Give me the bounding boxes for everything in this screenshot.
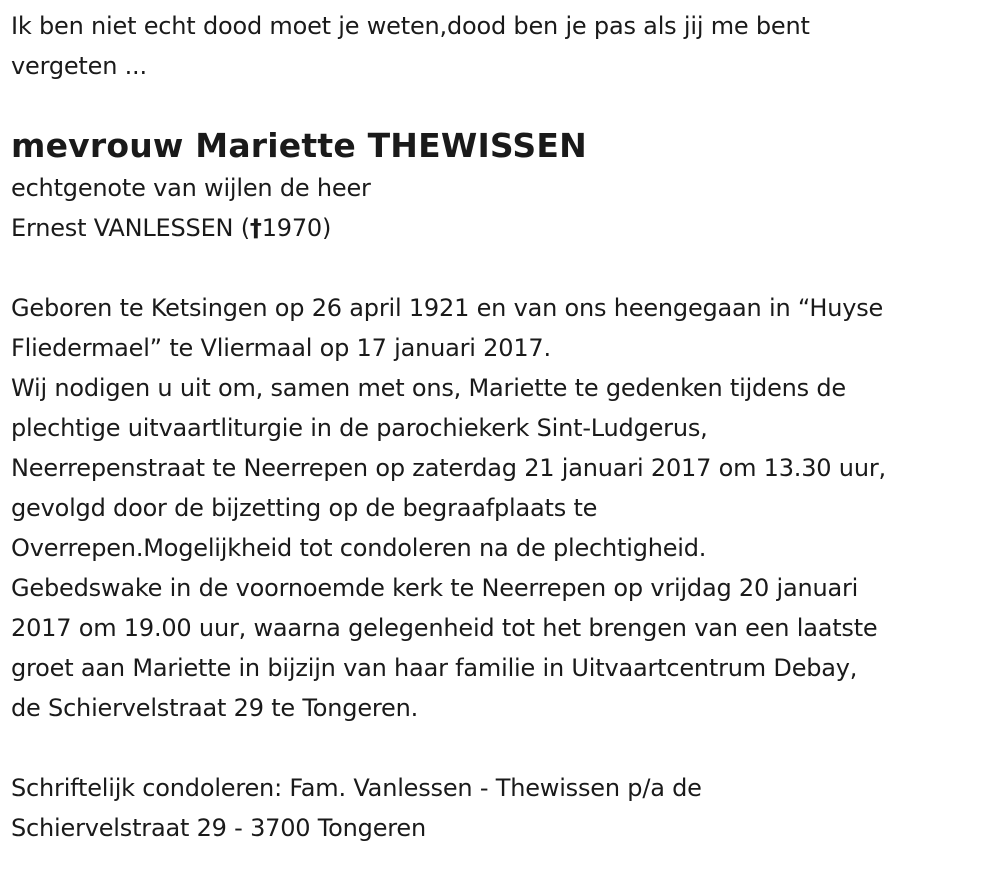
body-line: plechtige uitvaartliturgie in de parochiekerk Sint-Ludgerus,	[11, 414, 708, 442]
condolence-address	[11, 768, 996, 848]
body-line: Geboren te Ketsingen op 26 april 1921 en van ons heengegaan in “Huyse	[11, 294, 884, 322]
quote-line: vergeten ...	[11, 52, 147, 80]
condolence-line: Schiervelstraat 29 - 3700 Tongeren	[11, 814, 426, 842]
deceased-name: mevrouw Mariette THEWISSEN	[11, 126, 587, 165]
body-line: Neerrepenstraat te Neerrepen op zaterdag 21 januari 2017 om 13.30 uur,	[11, 454, 886, 482]
spouse-death-year: 1970)	[261, 214, 332, 242]
body-line: Gebedswake in de voornoemde kerk te Neerrepen op vrijdag 20 januari	[11, 574, 859, 602]
body-line: Fliedermael” te Vliermaal op 17 januari 2017.	[11, 334, 551, 362]
body-line: gevolgd door de bijzetting op de begraafplaats te	[11, 494, 598, 522]
spouse-info	[11, 168, 996, 248]
body-line: de Schiervelstraat 29 te Tongeren.	[11, 694, 419, 722]
body-line: groet aan Mariette in bijzijn van haar familie in Uitvaartcentrum Debay,	[11, 654, 858, 682]
quote-line: Ik ben niet echt dood moet je weten,dood ben je pas als jij me bent	[11, 12, 810, 40]
obituary-notice	[11, 0, 996, 848]
cross-icon: †	[249, 214, 262, 242]
spouse-line: echtgenote van wijlen de heer	[11, 174, 371, 202]
memorial-quote	[11, 6, 996, 86]
spouse-name: Ernest VANLESSEN (	[11, 214, 250, 242]
body-line: 2017 om 19.00 uur, waarna gelegenheid tot het brengen van een laatste	[11, 614, 878, 642]
obituary-body	[11, 288, 996, 728]
body-line: Wij nodigen u uit om, samen met ons, Mariette te gedenken tijdens de	[11, 374, 847, 402]
condolence-line: Schriftelijk condoleren: Fam. Vanlessen - Thewissen p/a de	[11, 774, 702, 802]
spouse-line	[11, 208, 996, 248]
body-line: Overrepen.Mogelijkheid tot condoleren na de plechtigheid.	[11, 534, 707, 562]
